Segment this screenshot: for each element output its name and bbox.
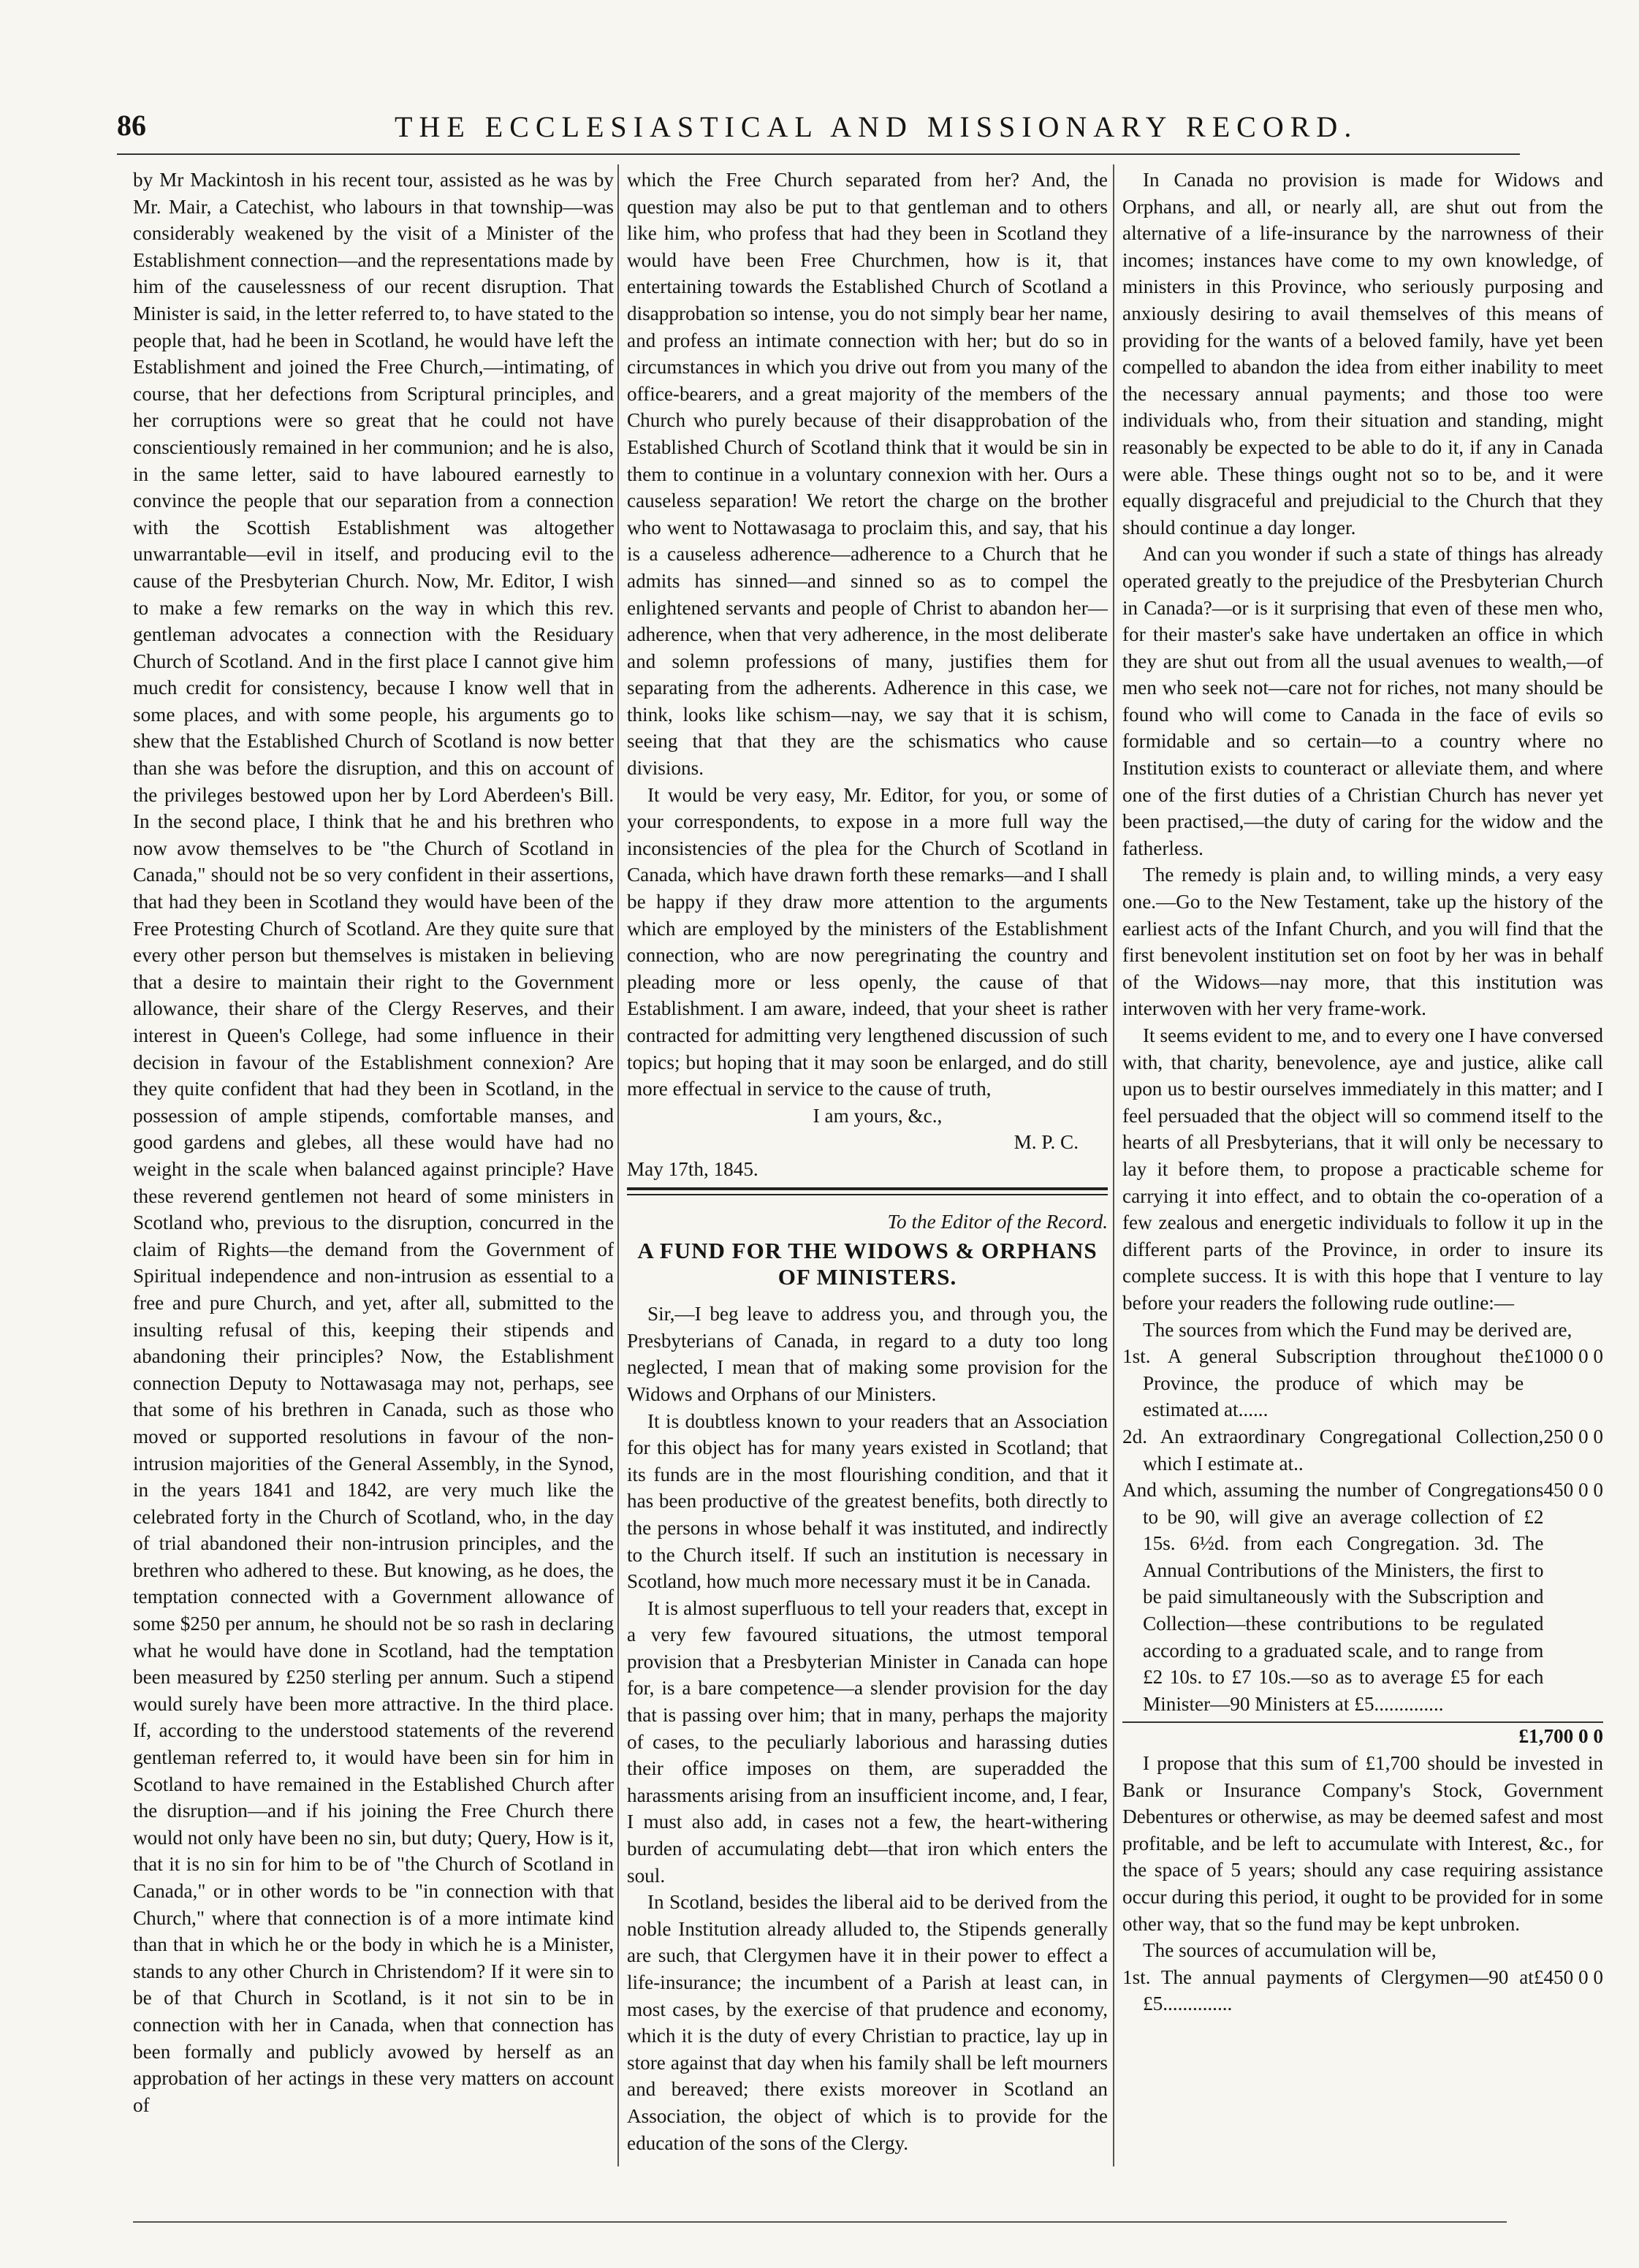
column-3	[1122, 167, 1603, 2139]
running-header	[117, 108, 1374, 145]
letter-paragraph: In Canada no provision is made for Widows and Orphans, and all, or nearly all, are shut out from the alternative of a life-insurance by the narrowness of their incomes; instances have come to my own knowledge, of ministers in this Province, who seriously purposing and anxiously desiring to avail themselves of this means of providing for the wants of a beloved family, have yet been compelled to abandon the idea from either inability to meet the necessary annual payments; and those too were individuals who, from their situation and standing, might reasonably be expected to be able to do it, if any in Canada were able. These things ought not so to be, and it were equally disgraceful and prejudicial to the Church that they should continue a day longer.	[1122, 169, 1603, 539]
signature-initials: M. P. C.	[1014, 1131, 1079, 1154]
accumulation-item-text: 1st. The annual payments of Clergymen—90 at £5..............	[1122, 1966, 1534, 2015]
article-paragraph: by Mr Mackintosh in his recent tour, assisted as he was by Mr. Mair, a Catechist, who labours in that township—was considerably weakened by the visit of a Minister of the Establishment connection—and the representations made by him of the causelessness of our recent disruption. That Minister is said, in the letter referred to, to have stated to the people that, had he been in Scotland, he would have left the Establishment and joined the Free Church,—intimating, of course, that her defections from Scriptural principles, and her corruptions were so great that he could not have conscientiously remained in her communion; and he is also, in the same letter, said to have laboured earnestly to convince the people that our separation from a connection with the Scottish Establishment was altogether unwarrantable—evil in itself, and producing evil to the cause of the Presbyterian Church. Now, Mr. Editor, I wish to make a few remarks on the way in which this rev. gentleman advocates a connection with the Residuary Church of Scotland. And in the first place I cannot give him much credit for consistency, because I know well that in some places, and with some people, his arguments go to shew that the Established Church of Scotland is now better than she was before the disruption, and this on account of the privileges bestowed upon her by Lord Aberdeen's Bill. In the second place, I think that he and his brethren who now avow themselves to be "the Church of Scotland in Canada," should not be so very confident in their assertions, that had they been in Scotland they would have been of the Free Protesting Church of Scotland. Are they quite sure that every other person but themselves is mistaken in believing that a desire to maintain their right to the Government allowance, their share of the Clergy Reserves, and their interest in Queen's College, had some influence in their decision in favour of the Establishment connexion? Are they quite confident that had they been in Scotland, in the possession of ample stipends, comfortable manses, and good gardens and glebes, all these would have had no weight in the scale when balanced against principle? Have these reverend gentlemen not heard of some ministers in Scotland who, previous to the disruption, concurred in the claim of Rights—the demand from the Government of Spiritual independence and non-intrusion as essential to a free and pure Church, and yet, after all, submitted to the insulting refusal of this, keeping their stipends and abandoning their principles? Now, the Establishment connection Deputy to Nottawasaga may not, perhaps, see that some of his brethren in Canada, such as those who moved or supported resolutions in favour of the non-intrusion majorities of the General Assembly, in the Synod, in the years 1841 and 1842, are very much like the celebrated forty in the Church of Scotland, who, in the day of trial abandoned their non-intrusion principles, and the brethren who adhered to these. But knowing, as he does, the temptation connected with a Government allowance of some $250 per annum, he should not be so rash in declaring what he would have done in Scotland, had the temptation been measured by £250 sterling per annum. Such a stipend would surely have been more attractive. In the third place. If, according to the understood statements of the reverend gentleman referred to, it would have been sin for him in Scotland to have remained in the Established Church after the disruption—and if his joining the Free Church there would not only have been no sin, but duty; Query, How is it, that it is no sin for him to be of "the Church of Scotland in Canada," or in other words to be "in connection with that Church," where that connection is of a more intimate kind than that in which he or the body in which he is a Minister, stands to any other Church in Christendom? If it were sin to be of that Church in Scotland, is it not sin to be in connection with her in Canada, when that connection has been formally and publicly avowed by herself as an approbation of her actings in these very matters on account of	[133, 169, 614, 2116]
column-divider	[617, 164, 619, 2166]
letter-paragraph: Sir,—I beg leave to address you, and through you, the Presbyterians of Canada, in regard to a duty too long neglected, I mean that of making some provision for the Widows and Orphans of our Ministers.	[627, 1303, 1108, 1405]
column-2	[627, 167, 1108, 2154]
section-divider	[627, 1187, 1108, 1195]
fund-item-amount: £1000 0 0	[1524, 1345, 1603, 1368]
fund-total: £1,700 0 0	[1122, 1721, 1603, 1750]
fund-item-amount: 450 0 0	[1543, 1479, 1603, 1502]
article-headline: A FUND FOR THE WIDOWS & ORPHANS OF MINISTERS.	[637, 1238, 1098, 1290]
letter-address: To the Editor of the Record.	[887, 1210, 1108, 1233]
footer-rule	[133, 2221, 1507, 2223]
letter-paragraph: The sources from which the Fund may be derived are,	[1143, 1318, 1573, 1341]
fund-item-amount: 250 0 0	[1543, 1425, 1603, 1447]
letter-paragraph: The sources of accumulation will be,	[1143, 1939, 1437, 1962]
accumulation-item-amount: £450 0 0	[1533, 1966, 1603, 1988]
fund-item-text: And which, assuming the number of Congregations to be 90, will give an average collection of £2 15s. 6½d. from each Congregation. 3d. The Annual Contributions of the Ministers, the first to be paid simultaneously with the Subscription and Collection—these contributions to be regulated according to a graduated scale, and to range from £2 10s. to £7 10s.—so as to average £5 for each Minister—90 Ministers at £5..............	[1122, 1479, 1544, 1715]
letter-paragraph: It seems evident to me, and to every one I have conversed with, that charity, benevolence, aye and justice, alike call upon us to bestir ourselves immediately in this matter; and I feel persuaded that the object will so commend itself to the hearts of all Presbyterians, that it will only be necessary to lay it before them, to propose a practicable scheme for carrying it into effect, and to obtain the co-operation of a few zealous and energetic individuals to follow it up in the different parts of the Province, in order to insure its complete success. It is with this hope that I venture to lay before your readers the following rude outline:—	[1122, 1024, 1603, 1314]
column-divider	[1113, 164, 1114, 2166]
running-title: THE ECCLESIASTICAL AND MISSIONARY RECORD.	[395, 110, 1358, 143]
fund-item-text: 2d. An extraordinary Congregational Collection, which I estimate at..	[1122, 1425, 1544, 1474]
letter-paragraph: It is doubtless known to your readers that an Association for this object has for many years existed in Scotland; that its funds are in the most flourishing condition, and that it has been productive of the greatest benefits, both directly to the persons in whose behalf it was instituted, and indirectly to the Church itself. If such an institution is necessary in Scotland, how much more necessary must it be in Canada.	[627, 1409, 1108, 1593]
header-rule	[117, 153, 1520, 155]
fund-item	[1122, 1343, 1603, 1423]
letter-paragraph: It is almost superfluous to tell your readers that, except in a very few favoured situations, the utmost temporal provision that a Presbyterian Minister in Canada can hope for, is a bare competence—a slender provision for the day that is passing over him; that in many, perhaps the majority of cases, to the peculiarly laborious and harassing duties their office imposes on them, are superadded the harassments arising from an insufficient income, and, I fear, I must also add, in cases not a few, the heart-withering burden of accumulating debt—that iron which enters the soul.	[627, 1597, 1108, 1887]
fund-item	[1122, 1423, 1603, 1477]
fund-item	[1122, 1477, 1603, 1717]
letter-paragraph: In Scotland, besides the liberal aid to be derived from the noble Institution already alluded to, the Stipends generally are such, that Clergymen have it in their power to effect a life-insurance; the incumbent of a Parish at least can, in most cases, by the exercise of that prudence and economy, which it is the duty of every Christian to practice, lay up in store against that day when his family shall be left mourners and bereaved; there exists moreover in Scotland an Association, the object of which is to provide for the education of the sons of the Clergy.	[627, 1891, 1108, 2154]
accumulation-item	[1122, 1964, 1603, 2017]
article-paragraph: which the Free Church separated from her? And, the question may also be put to that gentleman and to others like him, who profess that had they been in Scotland they would have been Free Churchmen, how is it, that entertaining towards the Established Church of Scotland a disapprobation so intense, you do not simply bear her name, and profess an intimate connection with her; but do so in circumstances in which you drive out from you many of the office-bearers, and a great majority of the members of the Church who purely because of their disapprobation of the Established Church of Scotland think that it would be sin in them to continue in a voluntary connexion with her. Ours a causeless separation! We retort the charge on the brother who went to Nottawasaga to proclaim this, and say, that his is a causeless adherence—adherence to a Church that he admits has sinned—and sinned so as to compel the enlightened servants and people of Christ to abandon her—adherence, when that very adherence, in the most deliberate and solemn professions of many, justifies them for separating from the adherents. Adherence in this case, we think, looks like schism—nay, we say that it is schism, seeing that that they are the schismatics who cause divisions.	[627, 169, 1108, 780]
article-paragraph: It would be very easy, Mr. Editor, for you, or some of your correspondents, to expose in a more full way the inconsistencies of the plea for the Church of Scotland in Canada, which have drawn forth these remarks—and I shall be happy if they draw more attention to the arguments which are employed by the ministers of the Establishment connection, who are now peregrinating the country and pleading more or less openly, the cause of that Establishment. I am aware, indeed, that your sheet is rather contracted for admitting very lengthened discussion of such topics; but hoping that it may soon be enlarged, and do still more effectual in service to the cause of truth,	[627, 783, 1108, 1100]
fund-item-text: 1st. A general Subscription throughout the Province, the produce of which may be estimated at......	[1122, 1345, 1524, 1421]
letter-paragraph: I propose that this sum of £1,700 should be invested in Bank or Insurance Company's Stock, Government Debentures or otherwise, as may be deemed safest and most profitable, and be left to accumulate with Interest, &c., for the space of 5 years; should any case requiring assistance occur during this period, it ought to be provided for in some other way, that so the fund may be kept unbroken.	[1122, 1752, 1603, 1935]
letter-paragraph: The remedy is plain and, to willing minds, a very easy one.—Go to the New Testament, take up the history of the earliest acts of the Infant Church, and you will find that the first benevolent institution set on foot by her was in behalf of the Widows—nay more, that this institution was interwoven with her very frame-work.	[1122, 864, 1603, 1020]
letter-paragraph: And can you wonder if such a state of things has already operated greatly to the prejudice of the Presbyterian Church in Canada?—or is it surprising that even of these men who, for their master's sake have undertaken an office in which they are shut out from all the usual avenues to wealth,—of men who seek not—care not for riches, not many should be found who will come to Canada in the face of evils so formidable and so certain—to a country where no Institution exists to counteract or alleviate them, and where one of the first duties of a Christian Church has never yet been practised,—the duty of caring for the widow and the fatherless.	[1122, 543, 1603, 859]
letter-closing: I am yours, &c.,	[813, 1104, 943, 1127]
page-number: 86	[117, 109, 146, 142]
letter-date: May 17th, 1845.	[627, 1157, 758, 1180]
column-1	[133, 167, 614, 2139]
